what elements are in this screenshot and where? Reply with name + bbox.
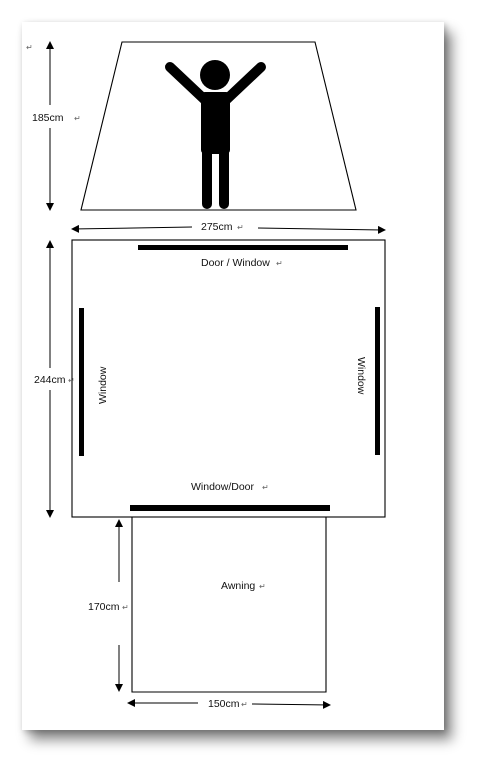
- corner-mark: ↵: [26, 43, 33, 52]
- awning-width-label: 150cm: [208, 698, 240, 710]
- awning-return-mark: ↵: [259, 582, 266, 591]
- tent-floor-outline: [72, 240, 385, 517]
- person-figure-icon: [170, 60, 261, 204]
- awning-width-right-arrow: [252, 704, 330, 705]
- left-window-panel: [79, 308, 84, 456]
- bottom-window-door-label: Window/Door: [191, 481, 255, 493]
- bottom-window-door-panel: [130, 505, 330, 511]
- awning-label: Awning: [221, 580, 256, 592]
- depth-return-mark: ↵: [68, 376, 75, 385]
- awning-depth-label: 170cm: [88, 601, 120, 613]
- height-label: 185cm: [32, 112, 64, 124]
- width-dimension-right-arrow: [258, 228, 385, 230]
- awning-outline: [132, 517, 326, 692]
- awning-width-return-mark: ↵: [241, 700, 248, 709]
- height-return-mark: ↵: [74, 114, 81, 123]
- width-return-mark: ↵: [237, 223, 244, 232]
- right-window-label: Window: [355, 357, 367, 395]
- width-dimension-left-arrow: [72, 227, 192, 229]
- top-door-window-label: Door / Window: [201, 257, 270, 269]
- depth-label: 244cm: [34, 374, 66, 386]
- top-door-window-panel: [138, 245, 348, 250]
- width-label: 275cm: [201, 221, 233, 233]
- bottom-door-return-mark: ↵: [262, 483, 269, 492]
- left-window-label: Window: [97, 366, 109, 404]
- right-window-panel: [375, 307, 380, 455]
- top-door-return-mark: ↵: [276, 259, 283, 268]
- awning-depth-return-mark: ↵: [122, 603, 129, 612]
